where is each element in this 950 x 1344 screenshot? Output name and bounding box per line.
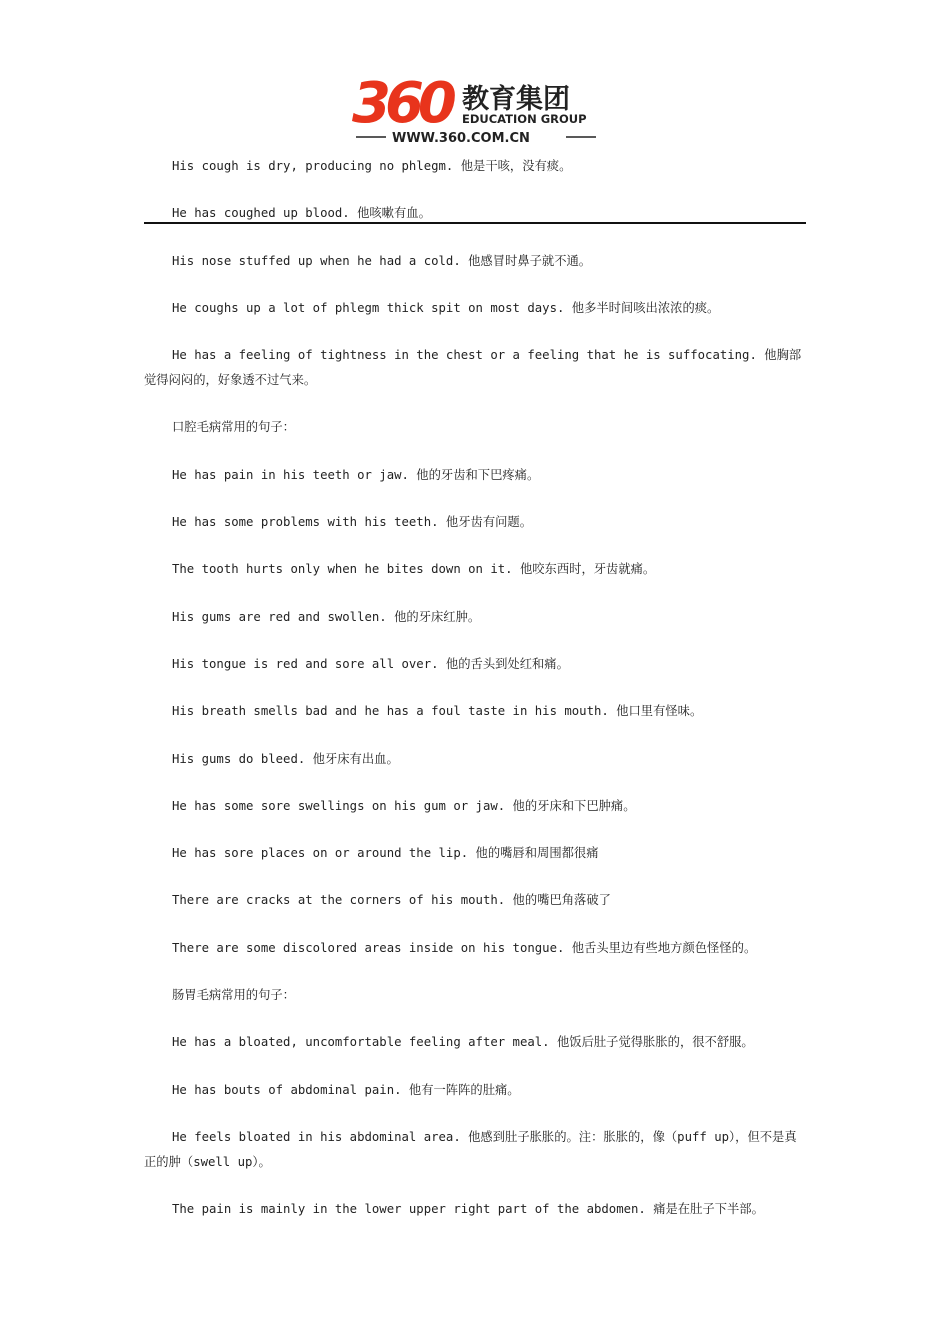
paragraph: The pain is mainly in the lower upper right part of the abdomen. 痛是在肚子下半部。: [172, 1202, 764, 1217]
paragraph: He has some problems with his teeth. 他牙齿有问题。: [172, 515, 533, 530]
paragraph: He coughs up a lot of phlegm thick spit on most days. 他多半时间咳出浓浓的痰。: [172, 300, 720, 315]
paragraph: The tooth hurts only when he bites down on it. 他咬东西时，牙齿就痛。: [172, 562, 656, 577]
logo-url: WWW.360.COM.CN: [392, 131, 530, 146]
paragraph: He feels bloated in his abdominal area. 他感到肚子胀胀的。注：胀胀的，像（puff up），但不是真正的肿（swell up）。: [144, 1129, 797, 1169]
paragraph: He has sore places on or around the lip. 他的嘴唇和周围都很痛: [172, 846, 599, 861]
paragraph: He has a feeling of tightness in the chest or a feeling that he is suffocating. 他胸部觉得闷闷的，好象透不过气来。: [144, 348, 802, 388]
logo: [352, 74, 602, 148]
paragraph: His tongue is red and sore all over. 他的舌头到处红和痛。: [172, 656, 569, 671]
paragraph: He has some sore swellings on his gum or jaw. 他的牙床和下巴肿痛。: [172, 798, 636, 813]
document-body: [144, 154, 806, 1222]
paragraph: He has coughed up blood. 他咳嗽有血。: [172, 206, 431, 221]
paragraph: His gums do bleed. 他牙床有出血。: [172, 751, 399, 766]
logo-english: EDUCATION GROUP: [462, 112, 587, 126]
paragraph: His breath smells bad and he has a foul taste in his mouth. 他口里有怪味。: [172, 704, 703, 719]
paragraph: He has a bloated, uncomfortable feeling after meal. 他饭后肚子觉得胀胀的，很不舒服。: [172, 1035, 754, 1050]
paragraph: His cough is dry, producing no phlegm. 他是干咳，没有痰。: [172, 159, 572, 173]
section-heading: 口腔毛病常用的句子：: [172, 420, 295, 435]
paragraph: There are cracks at the corners of his mouth. 他的嘴巴角落破了: [172, 893, 611, 908]
paragraph: His nose stuffed up when he had a cold. 他感冒时鼻子就不通。: [172, 253, 592, 268]
logo-number: 360: [352, 74, 451, 136]
paragraph: He has bouts of abdominal pain. 他有一阵阵的肚痛。: [172, 1082, 520, 1097]
paragraph: There are some discolored areas inside on his tongue. 他舌头里边有些地方颜色怪怪的。: [172, 940, 757, 955]
logo-chinese: 教育集团: [462, 84, 570, 115]
paragraph: He has pain in his teeth or jaw. 他的牙齿和下巴疼痛。: [172, 467, 540, 482]
paragraph: His gums are red and swollen. 他的牙床红肿。: [172, 609, 481, 624]
page-header: [0, 74, 950, 150]
section-heading: 肠胃毛病常用的句子：: [172, 988, 295, 1003]
